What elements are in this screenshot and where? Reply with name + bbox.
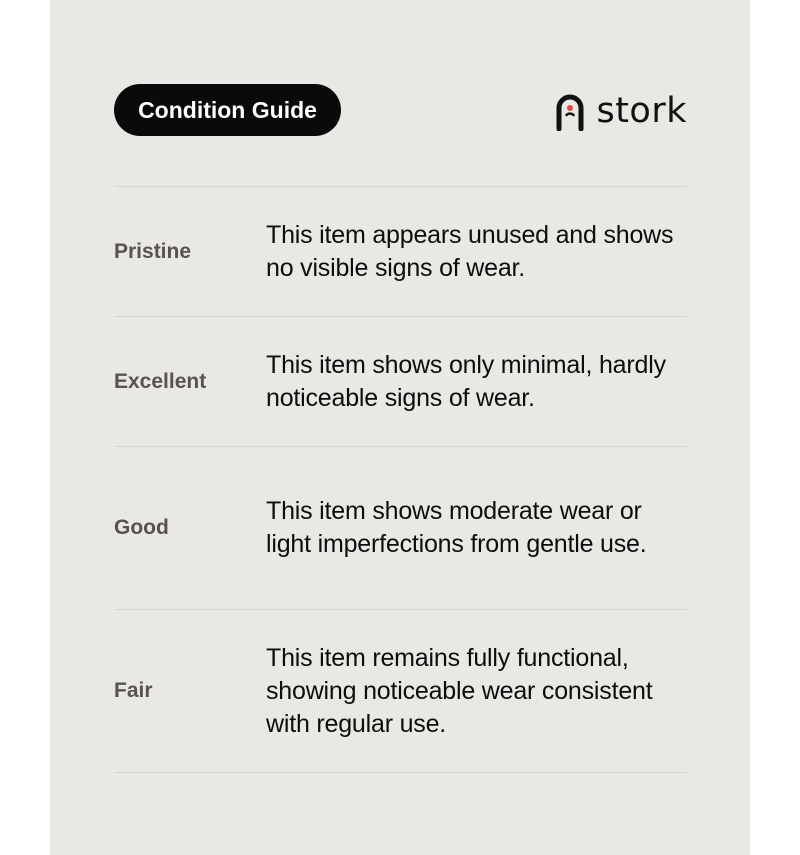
condition-description: This item remains fully functional, showing noticeable wear consistent with regular use.: [266, 643, 653, 738]
condition-row-fair: [114, 610, 687, 773]
condition-row-good: [114, 447, 687, 610]
condition-description: This item appears unused and shows no visible signs of wear.: [266, 220, 674, 282]
condition-description: This item shows only minimal, hardly noticeable signs of wear.: [266, 350, 666, 412]
condition-guide-badge: Condition Guide: [114, 84, 341, 136]
brand-name: stork: [596, 91, 687, 131]
brand-logo: [554, 91, 687, 131]
condition-guide-card: [50, 0, 750, 855]
condition-label: Excellent: [114, 369, 207, 393]
stork-logo-icon: [554, 91, 586, 131]
condition-label: Fair: [114, 679, 153, 702]
condition-row-excellent: [114, 317, 687, 447]
condition-row-pristine: [114, 187, 687, 317]
condition-label: Good: [114, 516, 169, 539]
condition-label: Pristine: [114, 239, 192, 263]
header: [114, 84, 687, 136]
condition-list: [114, 186, 687, 773]
condition-description: This item shows moderate wear or light imperfections from gentle use.: [266, 497, 647, 558]
